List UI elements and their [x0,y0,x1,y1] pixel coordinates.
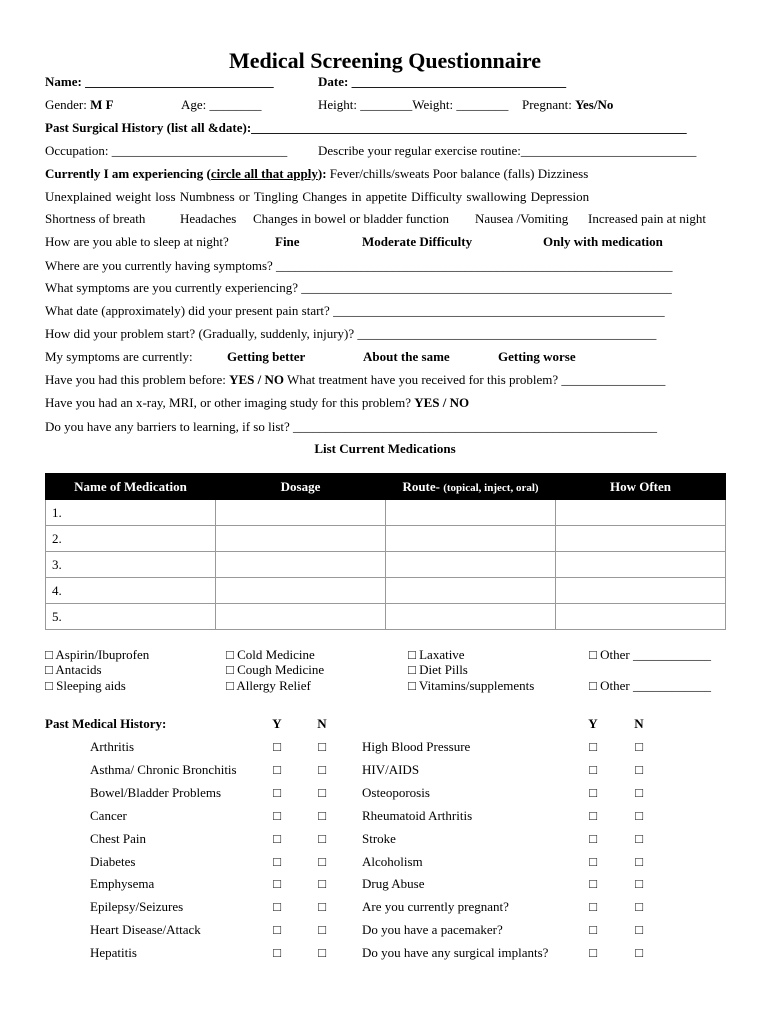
otc-diet-pills[interactable]: □ Diet Pills [408,662,468,677]
imaging-label: Have you had an x-ray, MRI, or other imaging study for this problem? [45,395,411,410]
sleep-option-moderate[interactable]: Moderate Difficulty [362,234,473,249]
route-cell[interactable] [386,578,556,604]
pmh-condition-label: Asthma/ Chronic Bronchitis [90,762,237,777]
experiencing-label-circle: circle all that apply [210,166,318,181]
symptoms-row-1 [45,166,588,182]
route-cell[interactable] [386,552,556,578]
age-field[interactable]: Age: ________ [181,97,262,112]
pmh-no-checkbox[interactable]: □ [318,739,326,754]
how-often-cell[interactable] [556,500,726,526]
pmh-condition-label: Alcoholism [362,854,423,869]
how-often-cell[interactable] [556,604,726,630]
where-symptoms-field[interactable]: Where are you currently having symptoms? _____________________________________________________________ [45,258,673,273]
header-how-often: How Often [556,474,726,500]
current-option-worse[interactable]: Getting worse [498,349,576,364]
symptom-bowel-bladder[interactable]: Changes in bowel or bladder function [253,211,450,226]
route-cell[interactable] [386,604,556,630]
otc-sleeping-aids[interactable]: □ Sleeping aids [45,678,126,693]
problem-before-label: Have you had this problem before: [45,372,226,387]
pmh-no-checkbox[interactable]: □ [318,808,326,823]
pmh-yes-checkbox[interactable]: □ [273,876,281,891]
table-row [46,578,726,604]
table-row [46,604,726,630]
pmh-condition-label: Do you have a pacemaker? [362,922,503,937]
pmh-right-y-header: Y [588,716,598,731]
pmh-yes-checkbox[interactable]: □ [273,808,281,823]
pmh-condition-label: Rheumatoid Arthritis [362,808,473,823]
height-weight-field[interactable]: Height: ________Weight: ________ [318,97,509,112]
pmh-yes-checkbox[interactable]: □ [273,739,281,754]
pmh-condition-label: Epilepsy/Seizures [90,899,184,914]
pmh-no-checkbox[interactable]: □ [318,785,326,800]
how-often-cell[interactable] [556,526,726,552]
header-medication-name: Name of Medication [46,474,216,500]
dosage-cell[interactable] [216,500,386,526]
pmh-no-checkbox[interactable]: □ [318,831,326,846]
otc-antacids[interactable]: □ Antacids [45,662,102,677]
pmh-condition-label: Emphysema [90,876,155,891]
pmh-no-checkbox[interactable]: □ [635,899,643,914]
symptoms-currently-label: My symptoms are currently: [45,349,193,364]
pmh-yes-checkbox[interactable]: □ [273,785,281,800]
pmh-condition-label: Chest Pain [90,831,146,846]
imaging-yes-no[interactable]: YES / NO [414,395,470,410]
problem-start-field[interactable]: How did your problem start? (Gradually, suddenly, injury)? ______________________________________________ [45,326,657,341]
table-row [46,552,726,578]
sleep-option-medication[interactable]: Only with medication [543,234,663,249]
experiencing-label-a: Currently I am experiencing ( [45,166,211,181]
date-field[interactable]: Date: _________________________________ [318,74,567,89]
problem-before-yes-no[interactable]: YES / NO [229,372,285,387]
pmh-yes-checkbox[interactable]: □ [589,808,597,823]
pmh-no-checkbox[interactable]: □ [318,899,326,914]
header-route-hint: (topical, inject, oral) [443,481,539,494]
pmh-yes-checkbox[interactable]: □ [273,762,281,777]
symptom-options-2[interactable]: Unexplained weight loss Numbness or Tingling Changes in appetite Difficulty swallowing Depression [45,189,590,204]
sleep-option-fine[interactable]: Fine [275,234,300,249]
pmh-yes-checkbox[interactable]: □ [589,854,597,869]
pmh-no-checkbox[interactable]: □ [318,854,326,869]
gender-label: Gender: [45,97,87,112]
pmh-yes-checkbox[interactable]: □ [589,945,597,960]
pmh-no-checkbox[interactable]: □ [318,922,326,937]
symptom-night-pain[interactable]: Increased pain at night [588,211,707,226]
pmh-yes-checkbox[interactable]: □ [273,854,281,869]
route-cell[interactable] [386,526,556,552]
otc-other-1[interactable]: □ Other ____________ [589,647,711,662]
otc-laxative[interactable]: □ Laxative [408,647,465,662]
pmh-yes-checkbox[interactable]: □ [273,922,281,937]
how-often-cell[interactable] [556,578,726,604]
otc-other-2[interactable]: □ Other ____________ [589,678,711,693]
dosage-cell[interactable] [216,604,386,630]
medication-name-cell[interactable]: 4. [46,578,216,604]
pmh-no-checkbox[interactable]: □ [635,785,643,800]
pmh-condition-label: Arthritis [90,739,135,754]
dosage-cell[interactable] [216,578,386,604]
experiencing-label-b: ): [317,166,327,181]
pmh-condition-label: Osteoporosis [362,785,430,800]
pmh-no-checkbox[interactable]: □ [635,854,643,869]
pmh-yes-checkbox[interactable]: □ [273,831,281,846]
medication-name-cell[interactable]: 2. [46,526,216,552]
pain-start-date-field[interactable]: What date (approximately) did your present pain start? ___________________________________________________ [45,303,665,318]
sleep-question: How are you able to sleep at night? [45,234,229,249]
past-medical-history-label: Past Medical History: [45,716,167,731]
page-title: Medical Screening Questionnaire [228,48,542,73]
route-cell[interactable] [386,500,556,526]
otc-vitamins[interactable]: □ Vitamins/supplements [408,678,535,693]
current-option-better[interactable]: Getting better [227,349,306,364]
problem-before-row [45,372,665,388]
pmh-yes-checkbox[interactable]: □ [589,762,597,777]
current-option-same[interactable]: About the same [363,349,450,364]
medications-title: List Current Medications [314,441,456,456]
pmh-yes-checkbox[interactable]: □ [589,739,597,754]
medication-name-cell[interactable]: 5. [46,604,216,630]
header-route-label: Route- [402,478,440,494]
pmh-no-checkbox[interactable]: □ [635,922,643,937]
pmh-no-checkbox[interactable]: □ [318,762,326,777]
dosage-cell[interactable] [216,526,386,552]
name-field[interactable]: Name: _____________________________ [45,74,274,89]
pmh-no-checkbox[interactable]: □ [635,762,643,777]
pregnant-field[interactable] [522,97,613,113]
pmh-yes-checkbox[interactable]: □ [589,785,597,800]
otc-cold-medicine[interactable]: □ Cold Medicine [226,647,315,662]
otc-aspirin[interactable]: □ Aspirin/Ibuprofen [45,647,150,662]
pmh-yes-checkbox[interactable]: □ [589,922,597,937]
symptom-shortness-of-breath[interactable]: Shortness of breath [45,211,146,226]
pmh-left-y-header: Y [272,716,282,731]
pmh-no-checkbox[interactable]: □ [318,876,326,891]
symptom-options-1[interactable]: Fever/chills/sweats Poor balance (falls) Dizziness [329,166,589,181]
header-dosage: Dosage [216,474,386,500]
occupation-field[interactable]: Occupation: ___________________________ [45,143,288,158]
pmh-yes-checkbox[interactable]: □ [589,899,597,914]
pmh-condition-label: High Blood Pressure [362,739,471,754]
otc-cough-medicine[interactable]: □ Cough Medicine [226,662,325,677]
barriers-field[interactable]: Do you have any barriers to learning, if so list? ________________________________________________________ [45,419,658,434]
symptom-headaches[interactable]: Headaches [180,211,237,226]
pmh-left-n-header: N [317,716,327,731]
pmh-no-checkbox[interactable]: □ [635,831,643,846]
pmh-condition-label: Drug Abuse [362,876,425,891]
treatment-field[interactable]: What treatment have you received for this problem? ________________ [287,372,666,387]
pmh-condition-label: Diabetes [90,854,136,869]
pmh-condition-label: Heart Disease/Attack [90,922,201,937]
pmh-no-checkbox[interactable]: □ [635,808,643,823]
gender-field[interactable] [45,97,114,113]
header-route [386,474,556,500]
pmh-no-checkbox[interactable]: □ [635,739,643,754]
table-row [46,500,726,526]
pmh-condition-label: Cancer [90,808,127,823]
pmh-condition-label: Hepatitis [90,945,137,960]
pmh-no-checkbox[interactable]: □ [318,945,326,960]
pmh-yes-checkbox[interactable]: □ [589,831,597,846]
how-often-cell[interactable] [556,552,726,578]
pmh-condition-label: Bowel/Bladder Problems [90,785,222,800]
pmh-no-checkbox[interactable]: □ [635,876,643,891]
pmh-condition-label: HIV/AIDS [362,762,420,777]
medications-table [45,473,726,630]
pmh-yes-checkbox[interactable]: □ [273,899,281,914]
pmh-no-checkbox[interactable]: □ [635,945,643,960]
otc-allergy-relief[interactable]: □ Allergy Relief [226,678,311,693]
dosage-cell[interactable] [216,552,386,578]
pmh-right-n-header: N [634,716,644,731]
table-row [46,526,726,552]
what-symptoms-field[interactable]: What symptoms are you currently experiencing? _________________________________________________________ [45,280,672,295]
pregnant-options[interactable]: Yes/No [575,97,614,112]
pmh-yes-checkbox[interactable]: □ [589,876,597,891]
pmh-condition-label: Are you currently pregnant? [362,899,509,914]
surgical-history-field[interactable]: Past Surgical History (list all &date):___________________________________________________________________ [45,120,687,135]
medication-name-cell[interactable]: 3. [46,552,216,578]
pregnant-label: Pregnant: [522,97,572,112]
imaging-row [45,395,469,411]
gender-options[interactable]: M F [90,97,114,112]
pmh-yes-checkbox[interactable]: □ [273,945,281,960]
exercise-field[interactable]: Describe your regular exercise routine:___________________________ [318,143,697,158]
medication-name-cell[interactable]: 1. [46,500,216,526]
pmh-condition-label: Stroke [362,831,396,846]
pmh-condition-label: Do you have any surgical implants? [362,945,549,960]
symptom-nausea[interactable]: Nausea /Vomiting [475,211,569,226]
